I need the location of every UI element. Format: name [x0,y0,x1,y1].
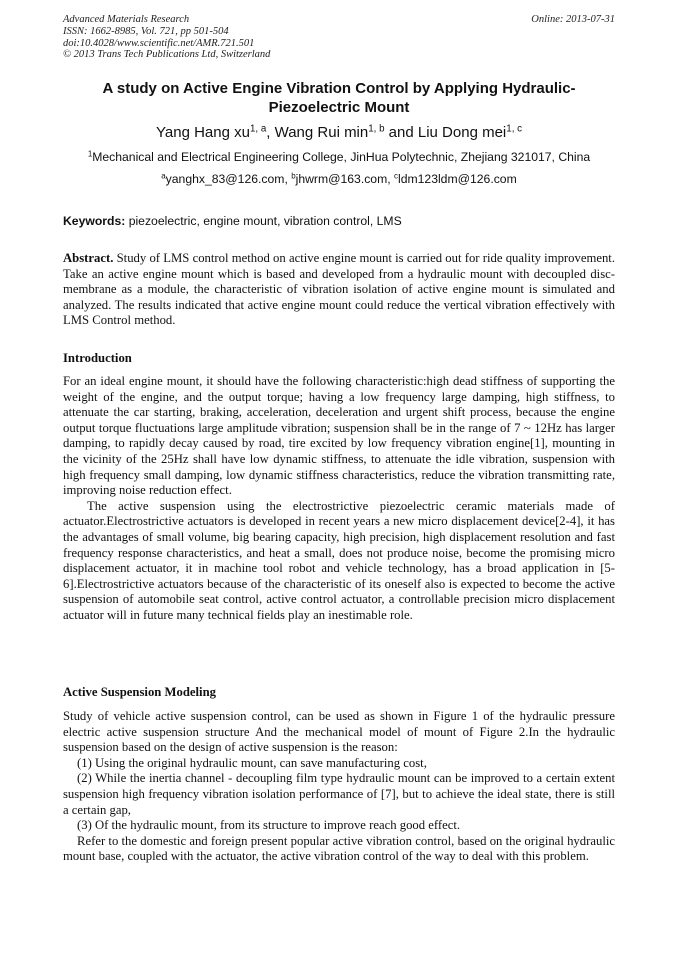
keywords-label: Keywords: [63,214,126,228]
abstract [63,251,615,329]
doi-line: doi:10.4028/www.scientific.net/AMR.721.501 [63,37,255,49]
introduction-body [63,374,615,624]
abstract-label: Abstract. [63,251,114,265]
modeling-body [63,709,615,865]
list-item: (3) Of the hydraulic mount, from its structure to improve reach good effect. [77,818,461,833]
email-address: yanghx_83@126.com [165,172,285,186]
author-separator: and [384,124,418,141]
author-affil-mark: 1, b [368,123,385,135]
journal-header [63,14,615,61]
introduction-heading: Introduction [63,351,132,365]
paragraph: For an ideal engine mount, it should have the following characteristic:high dead stiffness of supporting the weight of the engine, and the output torque; having a low frequency large damping, high stiffness, to attenuate the car starting, braking, acceleration, deceleration and urgent shift process, because the engine output torque fluctuations large amplitude vibration; suspension shall be in the range of 7 ~ 12Hz has larger damping, to rapidly decay caused by road, tire excited by low frequency vibration engine[1], mounting in the vicinity of the 25Hz shall have low dynamic stiffness, to attenuate the idle vibration, suspension with high frequency small damping, low dynamic stiffness characteristics, reduce the vibration transmitting rate, improving noise reduction effect. [63,374,615,498]
paragraph: The active suspension using the electrostrictive piezoelectric ceramic materials made of actuator.Electrostrictive actuators is developed in recent years a new micro displacement device[2-4], it has the advantages of small volume, big bearing capacity, high precision, high displacement resolution and fast frequency response characteristics, and heat a small, does not produce noise, become the promising micro displacement actuator, it in machine tool robot and vehicle technology, has a broad application in [5-6].Electrostrictive actuators because of the characteristic of its oneself also is expected to become the active suspension of automobile seat control, active control actuator, a controllable precision micro displacement actuator will in future many technical fields play an inestimable role. [63,498,615,622]
paper-title [63,80,615,117]
list-item: (1) Using the original hydraulic mount, can save manufacturing cost, [77,755,427,770]
abstract-text: Study of LMS control method on active engine mount is carried out for ride quality improvement. Take an active engine mount which is based and developed from a hydraulic mount with decoupled disc-membrane as a module, the characteristic of vibration isolation of active engine mount is simulated and analyzed. The results indicated that active engine mount could reduce the vertical vibration effectively with LMS Control method. [63,251,615,328]
email-mark: c [394,171,398,181]
email-address: jhwrm@163.com [295,172,388,186]
email-separator: , [387,172,395,186]
email-separator: , [284,172,292,186]
author-name: Wang Rui min [274,124,369,141]
title-line-1: A study on Active Engine Vibration Control by Applying Hydraulic- [102,80,576,97]
author-list [63,123,615,143]
title-line-2: Piezoelectric Mount [268,98,410,116]
author-separator: , [266,124,275,141]
journal-name: Advanced Materials Research [63,14,190,25]
affiliation [63,149,615,165]
paragraph: Refer to the domestic and foreign present popular active vibration control, based on the original hydraulic mount base, coupled with the actuator, the active vibration control of the way to deal with this problem. [63,833,615,864]
keywords [63,213,615,229]
online-date: Online: 2013-07-31 [531,14,615,25]
author-affil-mark: 1, a [249,123,267,135]
author-name: Yang Hang xu [156,124,250,141]
affiliation-mark: 1 [87,149,93,159]
abstract-paragraph [63,251,615,329]
email-mark: b [291,171,296,181]
author-affil-mark: 1, c [506,123,522,135]
email-address: ldm123ldm@126.com [398,172,517,186]
author-name: Liu Dong mei [417,124,507,141]
email-mark: a [161,171,166,181]
paragraph: Study of vehicle active suspension control, can be used as shown in Figure 1 of the hydraulic pressure electric active suspension structure And the mechanical model of mount of Figure 2.In the hydraulic suspension based on the design of active suspension is the reason: [63,709,615,755]
list-item: (2) While the inertia channel - decoupling film type hydraulic mount can be improved to a certain extent suspension high frequency vibration isolation performance of [7], but to achieve the ideal state, there is still a certain gap, [63,771,615,817]
issn-line: ISSN: 1662-8985, Vol. 721, pp 501-504 [63,25,229,37]
email-list [63,171,615,187]
copyright-line: © 2013 Trans Tech Publications Ltd, Switzerland [63,49,271,61]
modeling-heading: Active Suspension Modeling [63,685,216,699]
keywords-text: piezoelectric, engine mount, vibration control, LMS [125,214,402,228]
affiliation-text: Mechanical and Electrical Engineering College, JinHua Polytechnic, Zhejiang 321017, China [92,150,591,164]
